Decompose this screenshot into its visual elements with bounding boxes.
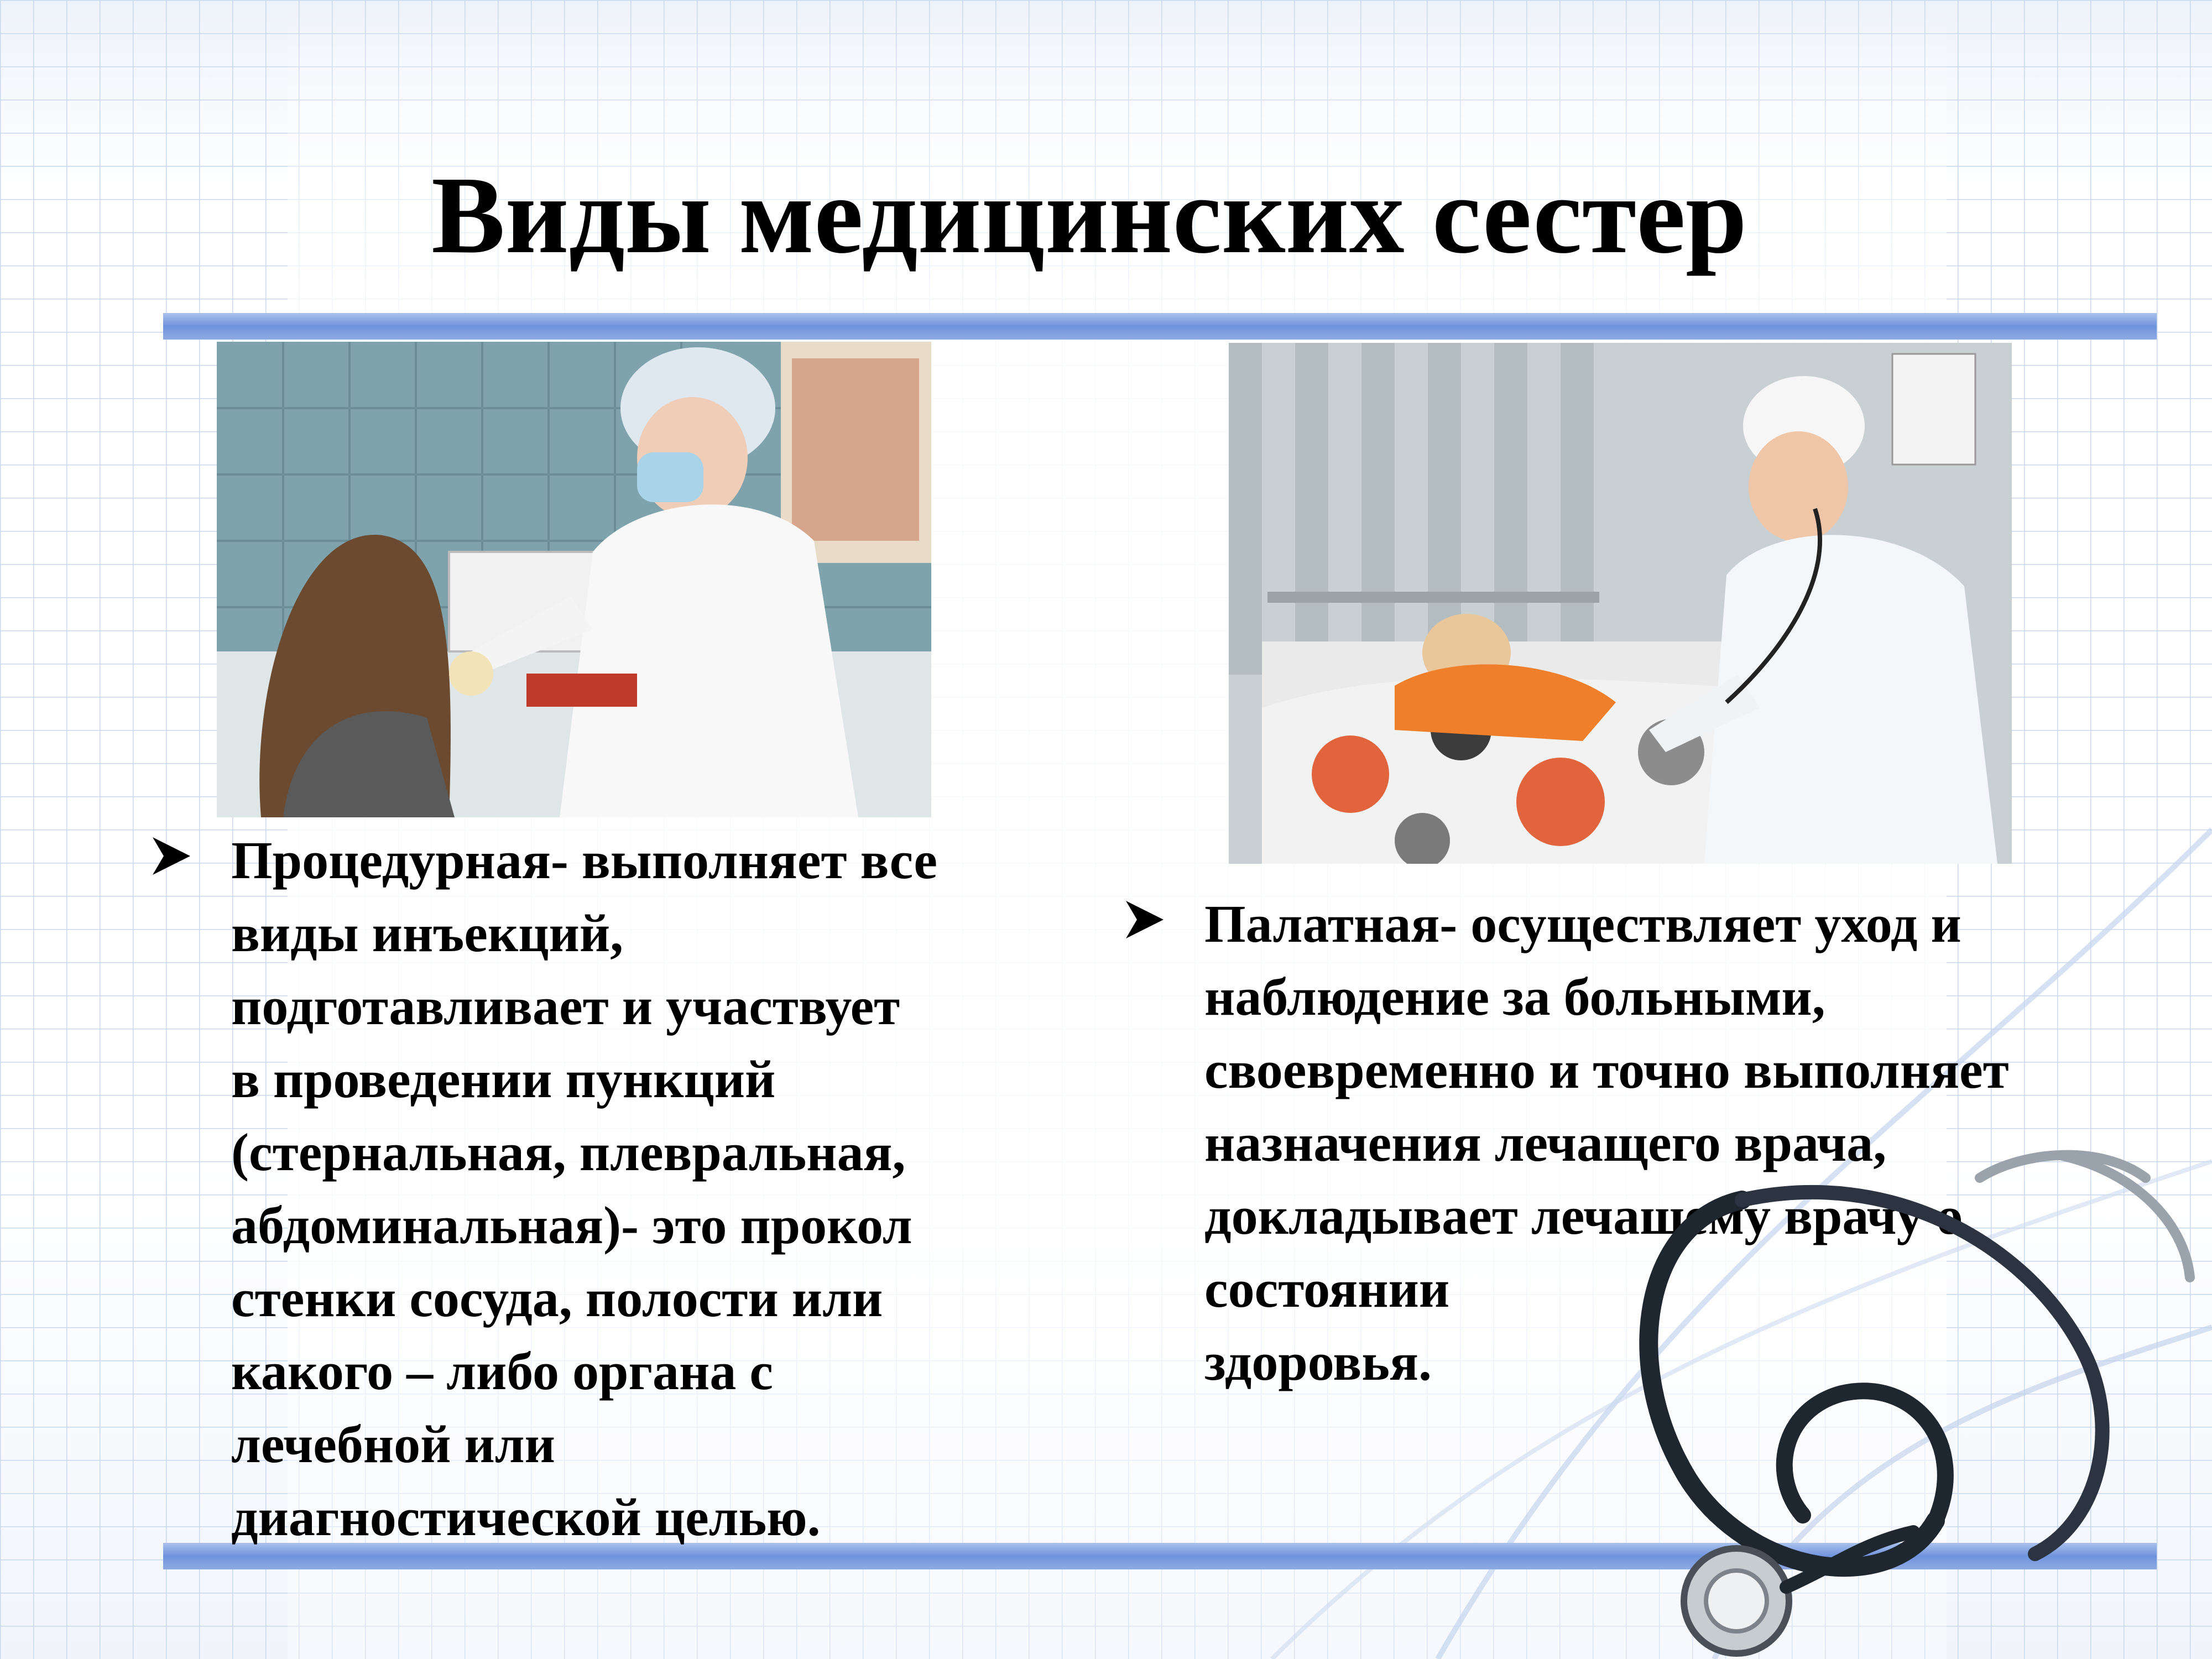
procedural-nurse-photo xyxy=(217,342,931,817)
arrowhead-bullet-icon xyxy=(1123,898,1167,942)
slide-title: Виды медицинских сестер xyxy=(431,154,1747,276)
stethoscope-image xyxy=(1604,1134,2212,1659)
arrowhead-bullet-icon xyxy=(149,834,194,878)
top-divider xyxy=(163,313,2157,340)
bullet-text: Палатная- осуществляет уход и наблюдение за больными, своевременно и точно выполняет назначения лечащего врача, докладывает лечащему врачу о состоянии здоровья. xyxy=(1204,894,2009,1391)
bullet-text: Процедурная- выполняет все виды инъекций, подготавливает и участвует в проведении пункций (стернальная, плевральная, абдоминальная)- это прокол стенки сосуда, полости или какого – либо органа с лечебной или диагностической целью. xyxy=(231,831,938,1547)
bullet-procedural-nurse xyxy=(149,824,1089,1554)
ward-nurse-photo xyxy=(1229,343,2012,864)
